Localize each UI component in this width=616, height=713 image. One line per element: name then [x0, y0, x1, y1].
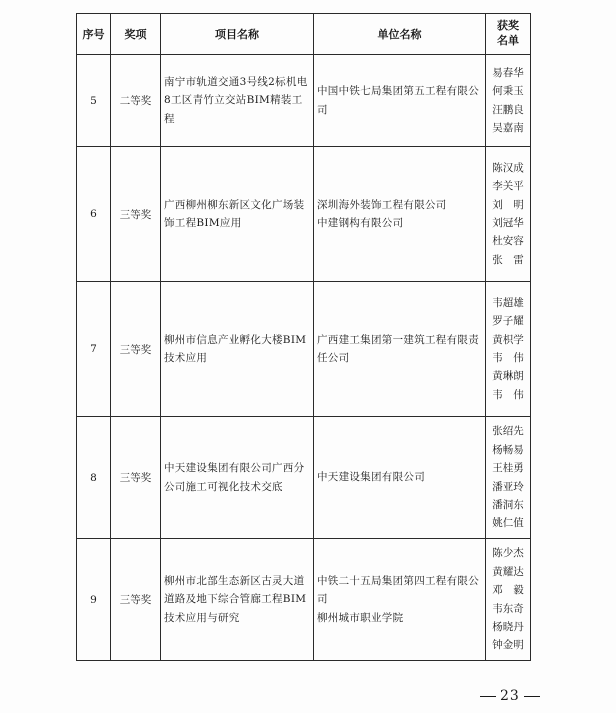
- winner-name: 邓 毅: [492, 584, 524, 597]
- winner-name: 韦东奇: [492, 602, 524, 615]
- winner-name: 杜安容: [492, 235, 524, 248]
- winner-name: 钟金明: [492, 639, 524, 652]
- winner-name: 黄耀达: [492, 565, 524, 578]
- winner-name: 韦 伟: [492, 352, 524, 364]
- winner-name: 何秉玉: [492, 85, 524, 98]
- table-row: [77, 282, 531, 417]
- unit-name-text: 广西建工集团第一建筑工程有限责任公司: [317, 333, 479, 364]
- winner-name: 韦超雄: [492, 296, 524, 309]
- winner-name: 陈汉成: [492, 161, 524, 174]
- unit-name: [314, 282, 486, 417]
- header-winners: [486, 14, 531, 55]
- winner-name: 黄琳朗: [492, 370, 524, 383]
- winner-name: 王桂勇: [492, 462, 524, 475]
- winner-name: 刘 明: [492, 198, 524, 211]
- winner-name: 杨畅易: [492, 443, 524, 456]
- winner-names: [486, 417, 531, 539]
- table-row: [77, 539, 531, 661]
- winner-name: 陈少杰: [492, 547, 524, 560]
- award-level: 三等奖: [111, 539, 161, 661]
- header-unit: 单位名称: [314, 14, 486, 55]
- project-name: 中天建设集团有限公司广西分公司施工可视化技术交底: [161, 417, 314, 539]
- table-header-row: [77, 14, 531, 55]
- winner-name: 易春华: [492, 66, 524, 79]
- unit-name-text: 中天建设集团有限公司: [317, 471, 425, 484]
- winner-name: 黄枳学: [492, 333, 524, 346]
- winner-name: 韦 伟: [492, 388, 524, 401]
- page-number-dash-left: [480, 696, 496, 697]
- row-number: 6: [77, 147, 111, 282]
- winner-name: 姚仁值: [492, 517, 524, 530]
- winner-name: 潘亚玲: [492, 480, 524, 493]
- winner-name: 吴嘉南: [492, 121, 524, 134]
- winner-names: [486, 147, 531, 282]
- winner-names: [486, 539, 531, 661]
- unit-name-text: 中铁二十五局集团第四工程有限公司 柳州城市职业学院: [317, 574, 479, 624]
- header-winners-line1: 获奖: [497, 19, 519, 33]
- winner-name: 张绍先: [492, 425, 524, 438]
- winner-name: 刘冠华: [492, 217, 524, 229]
- unit-name-text: 中国中铁七局集团第五工程有限公司: [317, 85, 479, 116]
- award-level: 三等奖: [111, 147, 161, 282]
- award-level: 二等奖: [111, 55, 161, 147]
- table-body: [77, 55, 531, 661]
- row-number: 9: [77, 539, 111, 661]
- unit-name: [314, 539, 486, 661]
- row-number: 7: [77, 282, 111, 417]
- winner-name: 汪鹏良: [492, 103, 524, 116]
- page-number-value: 23: [500, 688, 520, 704]
- row-number: 8: [77, 417, 111, 539]
- winner-name: 罗子耀: [492, 315, 524, 328]
- project-name: 柳州市北部生态新区古灵大道道路及地下综合管廊工程BIM技术应用与研究: [161, 539, 314, 661]
- row-number: 5: [77, 55, 111, 147]
- awards-table: [76, 13, 531, 661]
- table-row: [77, 417, 531, 539]
- page-number-dash-right: [524, 696, 540, 697]
- header-no: 序号: [77, 14, 111, 55]
- unit-name-text: 深圳海外装饰工程有限公司 中建钢构有限公司: [317, 198, 447, 229]
- award-level: 三等奖: [111, 282, 161, 417]
- header-award: 奖项: [111, 14, 161, 55]
- project-name: 南宁市轨道交通3号线2标机电8工区青竹立交站BIM精装工程: [161, 55, 314, 147]
- table-row: [77, 55, 531, 147]
- project-name: 广西柳州柳东新区文化广场装饰工程BIM应用: [161, 147, 314, 282]
- project-name: 柳州市信息产业孵化大楼BIM技术应用: [161, 282, 314, 417]
- unit-name: [314, 417, 486, 539]
- header-project: 项目名称: [161, 14, 314, 55]
- unit-name: [314, 55, 486, 147]
- winner-name: 李关平: [492, 180, 524, 193]
- award-level: 三等奖: [111, 417, 161, 539]
- winner-names: [486, 55, 531, 147]
- winner-name: 张 雷: [492, 253, 524, 266]
- page-number: [476, 688, 544, 704]
- winner-names: [486, 282, 531, 417]
- winner-name: 杨晓丹: [492, 620, 524, 633]
- header-winners-line2: 名单: [497, 34, 519, 47]
- winner-name: 潘洞东: [492, 498, 524, 511]
- unit-name: [314, 147, 486, 282]
- table-row: [77, 147, 531, 282]
